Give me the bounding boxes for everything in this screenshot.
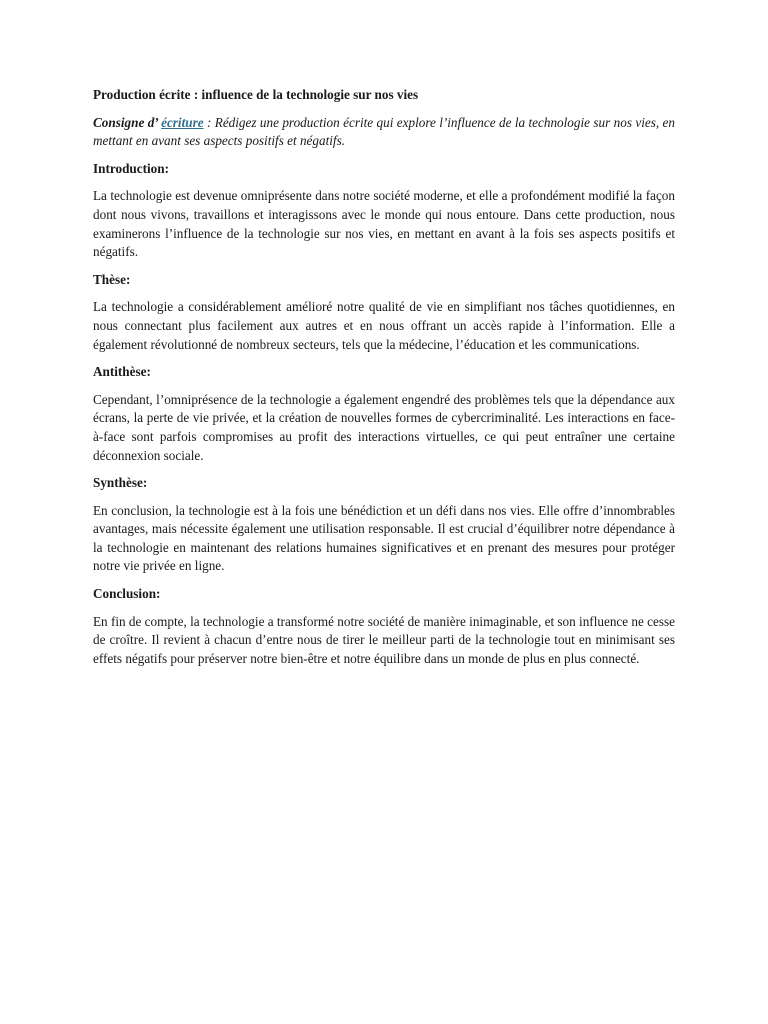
synthese-text: En conclusion, la technologie est à la fois une bénédiction et un défi dans nos vies. Elle offre d’innombrables avantages, mais nécessite également une utilisation responsable. Il est crucial d’équilibrer notre dépendance à la technologie en maintenant des relations humaines significatives et en prenant des mesures pour protéger notre vie privée en ligne.	[93, 502, 675, 574]
conclusion-heading: Conclusion:	[93, 586, 161, 602]
conclusion-text: En fin de compte, la technologie a transformé notre société de manière inimaginable, et son influence ne cesse de croître. Il revient à chacun d’entre nous de tirer le meilleur parti de la technologie tout en minimisant ses effets négatifs pour préserver notre bien-être et notre équilibre dans un monde de plus en plus connecté.	[93, 613, 675, 666]
introduction-text: La technologie est devenue omniprésente dans notre société moderne, et elle a profondément modifié la façon dont nous vivons, travaillons et interagissons avec le monde qui nous entoure. Dans cette production, nous examinerons l’influence de la technologie sur nos vies, en mettant en avant à la fois ses aspects positifs et négatifs.	[93, 188, 675, 260]
consigne-paragraph	[93, 114, 675, 151]
antithese-heading: Antithèse:	[93, 364, 151, 380]
document-page	[93, 86, 675, 677]
ecriture-link[interactable]: écriture	[161, 114, 204, 130]
consigne-text: : Rédigez une production écrite qui explore l’influence de la technologie sur nos vies, en mettant en avant ses aspects positifs et négatifs.	[93, 114, 675, 149]
antithese-text: Cependant, l’omniprésence de la technologie a également engendré des problèmes tels que la dépendance aux écrans, la perte de vie privée, et la création de nouvelles formes de cybercriminalité. Les interactions en face-à-face sont parfois compromises au profit des interactions virtuelles, ce qui peut entraîner une certaine déconnexion sociale.	[93, 391, 675, 463]
consigne-label: Consigne d’	[93, 114, 162, 130]
synthese-heading: Synthèse:	[93, 475, 148, 491]
document-title: Production écrite : influence de la technologie sur nos vies	[93, 87, 419, 102]
introduction-heading: Introduction:	[93, 160, 169, 176]
these-text: La technologie a considérablement amélioré notre qualité de vie en simplifiant nos tâches quotidiennes, en nous connectant plus facilement aux autres et en nous offrant un accès rapide à l’information. Elle a également révolutionné de nombreux secteurs, tels que la médecine, l’éducation et les communications.	[93, 299, 675, 352]
these-heading: Thèse:	[93, 271, 131, 287]
